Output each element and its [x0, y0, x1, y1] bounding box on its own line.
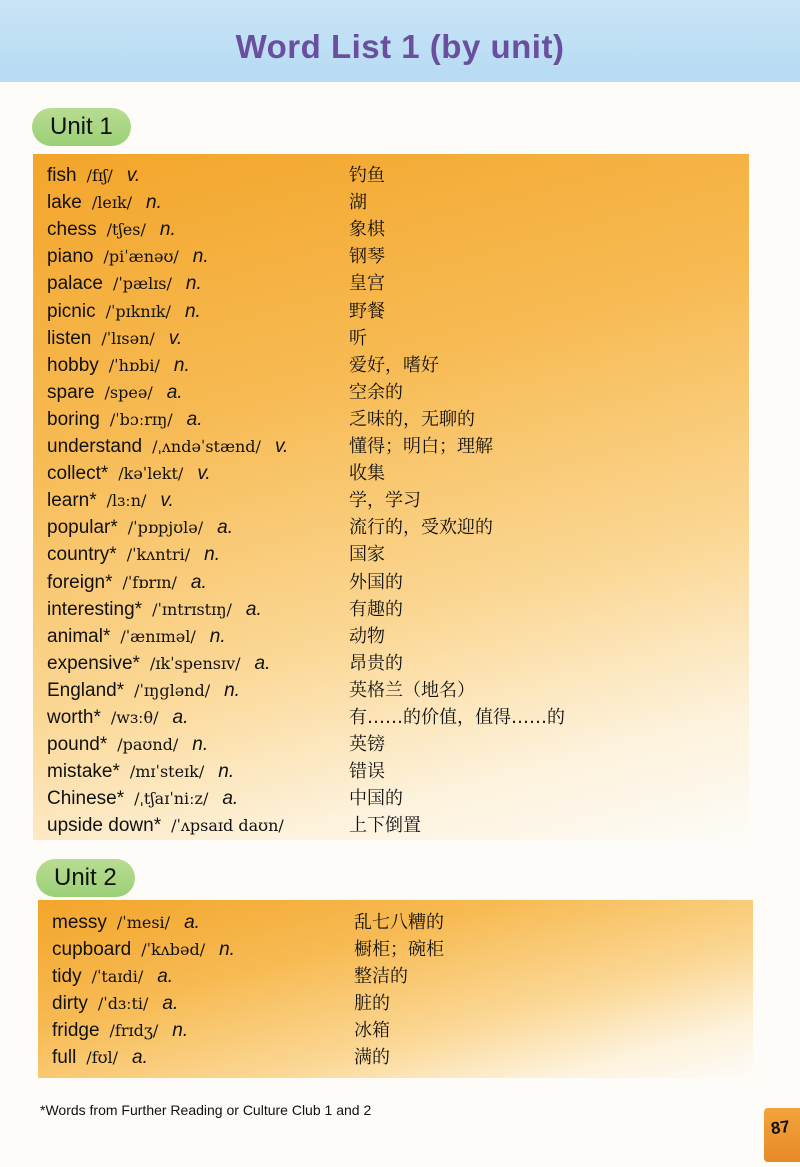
- word-phonetic: /fʊl/: [86, 1048, 119, 1067]
- word-english: learn*: [47, 490, 97, 512]
- word-english: piano: [47, 246, 94, 268]
- word-meaning-chinese: 爱好，嗜好: [349, 354, 439, 376]
- word-row: [33, 487, 749, 514]
- word-row: [33, 650, 749, 677]
- word-phonetic: /leɪk/: [91, 193, 133, 213]
- word-part-of-speech: a.: [162, 993, 179, 1014]
- word-row: [33, 298, 749, 325]
- word-row: [33, 704, 749, 731]
- word-row: [38, 1017, 753, 1044]
- word-phonetic: /ˈdɜːti/: [97, 994, 149, 1013]
- word-part-of-speech: n.: [219, 939, 235, 960]
- word-part-of-speech: n.: [172, 1020, 189, 1041]
- word-row: [33, 270, 749, 297]
- word-phonetic: /speə/: [104, 382, 153, 402]
- word-english: country*: [47, 544, 117, 566]
- word-phonetic: /ˈʌpsaɪd daʊn/: [171, 816, 284, 836]
- word-row: [33, 406, 749, 433]
- word-meaning-chinese: 钓鱼: [349, 165, 385, 186]
- word-row: [33, 460, 749, 487]
- word-row: [38, 990, 753, 1017]
- word-part-of-speech: a.: [222, 788, 239, 810]
- word-entry: [47, 569, 207, 596]
- word-phonetic: /ˈlɪsən/: [101, 328, 155, 348]
- word-part-of-speech: v.: [126, 165, 141, 186]
- word-meaning-chinese: 流行的，受欢迎的: [349, 517, 493, 539]
- word-phonetic: /tʃes/: [106, 220, 146, 240]
- word-meaning-chinese: 脏的: [354, 993, 390, 1014]
- word-meaning-chinese: 有趣的: [349, 598, 403, 620]
- word-phonetic: /fɪʃ/: [86, 166, 113, 185]
- word-row: [33, 731, 749, 758]
- word-english: boring: [47, 408, 100, 430]
- word-row: [33, 352, 749, 379]
- word-entry: [47, 216, 176, 243]
- word-phonetic: /ˌʌndəˈstænd/: [152, 437, 261, 456]
- word-meaning-chinese: 空余的: [349, 381, 403, 403]
- word-part-of-speech: n.: [192, 246, 209, 268]
- word-meaning-chinese: 错误: [349, 761, 385, 783]
- word-part-of-speech: n.: [173, 354, 190, 376]
- word-row: [38, 936, 753, 963]
- word-entry: [47, 270, 202, 297]
- word-part-of-speech: n.: [218, 761, 235, 783]
- word-entry: [47, 162, 140, 189]
- word-part-of-speech: n.: [184, 300, 201, 322]
- word-english: popular*: [47, 517, 118, 539]
- word-part-of-speech: a.: [157, 966, 174, 987]
- word-phonetic: /frɪdʒ/: [109, 1021, 159, 1040]
- word-row: [33, 162, 749, 189]
- word-entry: [52, 936, 235, 963]
- word-row: [33, 216, 749, 243]
- word-entry: [47, 731, 208, 758]
- word-meaning-chinese: 英格兰（地名）: [349, 679, 475, 701]
- word-meaning-chinese: 整洁的: [354, 966, 408, 987]
- word-meaning-chinese: 野餐: [349, 300, 385, 322]
- word-meaning-chinese: 外国的: [349, 571, 403, 593]
- word-entry: [47, 514, 233, 541]
- word-phonetic: /ˈɪŋglənd/: [134, 680, 211, 700]
- word-part-of-speech: a.: [132, 1047, 148, 1068]
- word-english: understand: [47, 436, 143, 457]
- word-english: hobby: [47, 354, 99, 376]
- word-phonetic: /ɪkˈspensɪv/: [149, 653, 241, 673]
- word-entry: [47, 243, 209, 270]
- word-entry: [52, 1017, 188, 1044]
- word-part-of-speech: a.: [166, 381, 183, 403]
- unit-1-label: Unit 1: [32, 108, 131, 146]
- word-entry: [47, 677, 240, 704]
- word-phonetic: /ˈpɒpjʊlə/: [127, 518, 204, 538]
- word-english: England*: [47, 679, 125, 701]
- word-meaning-chinese: 有……的价值，值得……的: [349, 707, 565, 728]
- word-english: fish: [47, 165, 77, 186]
- word-row: [33, 758, 749, 785]
- word-entry: [47, 433, 288, 460]
- word-entry: [52, 1044, 148, 1071]
- word-part-of-speech: n.: [146, 192, 162, 214]
- word-row: [33, 243, 749, 270]
- word-part-of-speech: n.: [192, 734, 209, 756]
- word-entry: [47, 325, 182, 352]
- word-english: palace: [47, 273, 103, 295]
- word-row: [38, 1044, 753, 1071]
- word-meaning-chinese: 动物: [349, 625, 385, 647]
- word-part-of-speech: v.: [197, 463, 211, 485]
- word-part-of-speech: n.: [209, 625, 226, 647]
- word-phonetic: /ˈpɪknɪk/: [105, 301, 171, 321]
- word-row: [33, 379, 749, 406]
- word-part-of-speech: a.: [186, 408, 203, 430]
- word-meaning-chinese: 昂贵的: [349, 652, 403, 674]
- word-english: lake: [47, 192, 82, 214]
- word-phonetic: /lɜːn/: [106, 491, 147, 511]
- word-phonetic: /ˈkʌntri/: [126, 545, 191, 565]
- word-phonetic: /ˌtʃaɪˈniːz/: [134, 789, 209, 809]
- word-entry: [47, 541, 220, 568]
- word-row: [33, 785, 749, 812]
- word-meaning-chinese: 听: [349, 327, 367, 349]
- word-english: picnic: [47, 300, 96, 322]
- word-row: [33, 623, 749, 650]
- word-meaning-chinese: 乱七八糟的: [354, 912, 444, 933]
- word-entry: [47, 352, 190, 379]
- word-row: [33, 325, 749, 352]
- word-meaning-chinese: 满的: [354, 1047, 390, 1068]
- word-meaning-chinese: 橱柜；碗柜: [354, 939, 444, 960]
- page-header: [0, 0, 800, 82]
- word-phonetic: /ˈɪntrɪstɪŋ/: [152, 599, 232, 619]
- unit-2-word-list: [38, 900, 753, 1078]
- word-english: chess: [47, 219, 97, 241]
- word-phonetic: /ˈkʌbəd/: [141, 940, 206, 959]
- word-part-of-speech: a.: [184, 912, 200, 933]
- word-english: upside down*: [47, 815, 162, 837]
- word-entry: [47, 812, 284, 839]
- word-part-of-speech: a.: [217, 517, 234, 539]
- word-meaning-chinese: 懂得；明白；理解: [349, 436, 493, 457]
- word-row: [33, 514, 749, 541]
- word-english: messy: [52, 912, 107, 933]
- word-meaning-chinese: 钢琴: [349, 246, 385, 268]
- word-entry: [47, 379, 183, 406]
- word-phonetic: /mɪˈsteɪk/: [129, 762, 205, 782]
- word-part-of-speech: a.: [190, 571, 207, 593]
- word-english: pound*: [47, 734, 108, 756]
- word-entry: [47, 406, 203, 433]
- word-phonetic: /ˈpælɪs/: [113, 274, 172, 294]
- word-part-of-speech: v.: [168, 327, 183, 349]
- word-english: mistake*: [47, 761, 120, 783]
- word-row: [33, 189, 749, 216]
- word-part-of-speech: a.: [254, 652, 271, 674]
- word-row: [33, 433, 749, 460]
- word-entry: [47, 487, 174, 514]
- word-row: [33, 596, 749, 623]
- word-phonetic: /ˈtaɪdi/: [91, 967, 144, 986]
- word-phonetic: /piˈænəʊ/: [103, 247, 179, 267]
- word-english: listen: [47, 327, 92, 349]
- word-english: tidy: [52, 966, 82, 987]
- word-entry: [52, 990, 178, 1017]
- unit-1-word-list: [33, 154, 749, 840]
- page-number-tab: [764, 1108, 800, 1162]
- word-english: spare: [47, 381, 95, 403]
- word-part-of-speech: a.: [245, 598, 262, 620]
- word-phonetic: /ˈfɒrɪn/: [122, 572, 177, 592]
- word-meaning-chinese: 象棋: [349, 219, 385, 241]
- word-phonetic: /kəˈlekt/: [118, 464, 184, 484]
- word-meaning-chinese: 冰箱: [354, 1020, 390, 1041]
- word-entry: [47, 623, 226, 650]
- word-entry: [47, 785, 238, 812]
- word-part-of-speech: n.: [224, 679, 240, 701]
- word-entry: [47, 596, 262, 623]
- word-meaning-chinese: 皇宫: [349, 273, 385, 295]
- word-phonetic: /ˈhɒbi/: [108, 355, 160, 375]
- word-english: collect*: [47, 463, 109, 485]
- page-title: Word List 1 (by unit): [235, 28, 565, 65]
- word-phonetic: /ˈænɪməl/: [120, 626, 196, 646]
- word-row: [33, 812, 749, 839]
- word-entry: [47, 298, 201, 325]
- word-english: worth*: [47, 707, 101, 728]
- word-entry: [52, 963, 173, 990]
- word-meaning-chinese: 乏味的，无聊的: [349, 408, 475, 430]
- word-english: animal*: [47, 625, 111, 647]
- word-english: cupboard: [52, 939, 132, 960]
- word-phonetic: /paʊnd/: [117, 735, 179, 755]
- word-meaning-chinese: 国家: [349, 544, 385, 566]
- word-english: interesting*: [47, 598, 143, 620]
- word-entry: [52, 909, 200, 936]
- word-meaning-chinese: 上下倒置: [349, 815, 421, 837]
- word-entry: [47, 704, 188, 731]
- word-entry: [47, 758, 234, 785]
- word-english: fridge: [52, 1020, 100, 1041]
- word-entry: [47, 189, 162, 216]
- word-meaning-chinese: 中国的: [349, 788, 403, 810]
- word-part-of-speech: a.: [172, 707, 189, 728]
- word-phonetic: /ˈmesi/: [116, 913, 171, 932]
- footnote: *Words from Further Reading or Culture Club 1 and 2: [40, 1102, 372, 1118]
- word-english: foreign*: [47, 571, 113, 593]
- word-english: Chinese*: [47, 788, 125, 810]
- word-part-of-speech: n.: [159, 219, 176, 241]
- word-row: [38, 909, 753, 936]
- word-english: expensive*: [47, 652, 140, 674]
- word-part-of-speech: v.: [274, 436, 289, 457]
- word-row: [33, 541, 749, 568]
- word-row: [38, 963, 753, 990]
- word-meaning-chinese: 湖: [349, 192, 367, 214]
- word-english: dirty: [52, 993, 88, 1014]
- word-row: [33, 569, 749, 596]
- word-phonetic: /wɜːθ/: [110, 708, 159, 727]
- word-part-of-speech: n.: [204, 544, 220, 566]
- page-number: 87: [769, 1116, 792, 1139]
- word-part-of-speech: n.: [185, 273, 202, 295]
- word-entry: [47, 650, 270, 677]
- word-row: [33, 677, 749, 704]
- unit-2-label: Unit 2: [36, 859, 135, 897]
- word-meaning-chinese: 收集: [349, 463, 385, 485]
- word-entry: [47, 460, 211, 487]
- word-part-of-speech: v.: [160, 490, 174, 512]
- word-meaning-chinese: 英镑: [349, 734, 385, 756]
- word-phonetic: /ˈbɔːrɪŋ/: [109, 409, 173, 429]
- word-meaning-chinese: 学，学习: [349, 490, 421, 512]
- word-english: full: [52, 1047, 77, 1068]
